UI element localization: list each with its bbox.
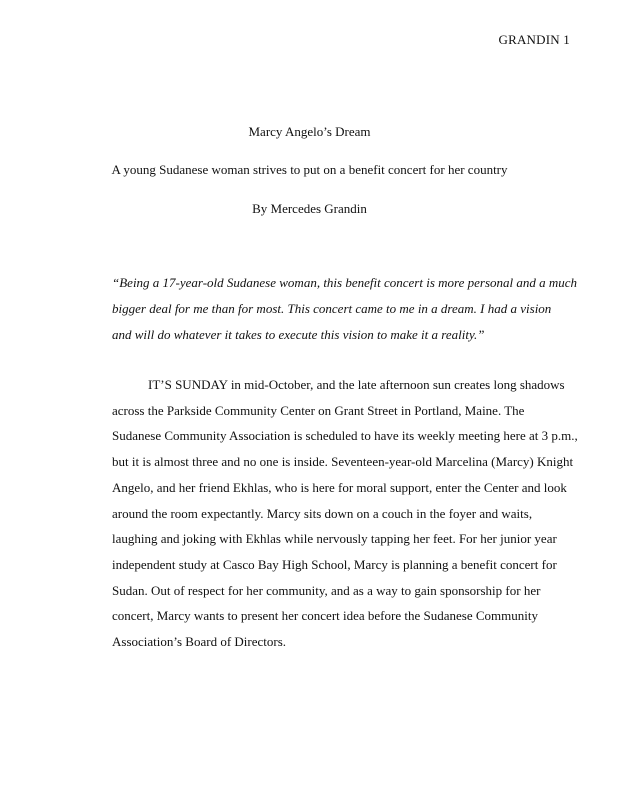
body-line: independent study at Casco Bay High School, Marcy is planning a benefit concert for [112,556,557,572]
pull-quote [112,270,578,348]
running-head: GRANDIN 1 [498,32,570,47]
body-line: around the room expectantly. Marcy sits down on a couch in the foyer and waits, [112,505,533,521]
article-subtitle: A young Sudanese woman strives to put on a benefit concert for her country [111,162,508,177]
body-line: Angelo, and her friend Ekhlas, who is here for moral support, enter the Center and look [112,479,567,495]
quote-line: bigger deal for me than for most. This concert came to me in a dream. I had a vision [112,301,552,316]
body-line: IT’S SUNDAY in mid-October, and the late afternoon sun creates long shadows [148,377,565,392]
body-line: across the Parkside Community Center on Grant Street in Portland, Maine. The [112,402,525,418]
body-line: Sudanese Community Association is scheduled to have its weekly meeting here at 3 p.m., [112,428,578,444]
body-line: concert, Marcy wants to present her concert idea before the Sudanese Community [112,608,538,624]
body-line: laughing and joking with Ekhlas while nervously tapping her feet. For her junior year [112,531,557,547]
quote-line: “Being a 17-year-old Sudanese woman, this benefit concert is more personal and a much [112,275,578,290]
byline: By Mercedes Grandin [252,201,367,216]
body-line: Sudan. Out of respect for her community, and as a way to gain sponsorship for her [112,582,541,598]
body-paragraph [112,372,578,655]
body-line: but it is almost three and no one is inside. Seventeen-year-old Marcelina (Marcy) Knight [112,454,574,470]
body-line: Association’s Board of Directors. [112,634,287,650]
quote-line: and will do whatever it takes to execute this vision to make it a reality.” [112,327,485,342]
article-title: Marcy Angelo’s Dream [248,124,371,139]
